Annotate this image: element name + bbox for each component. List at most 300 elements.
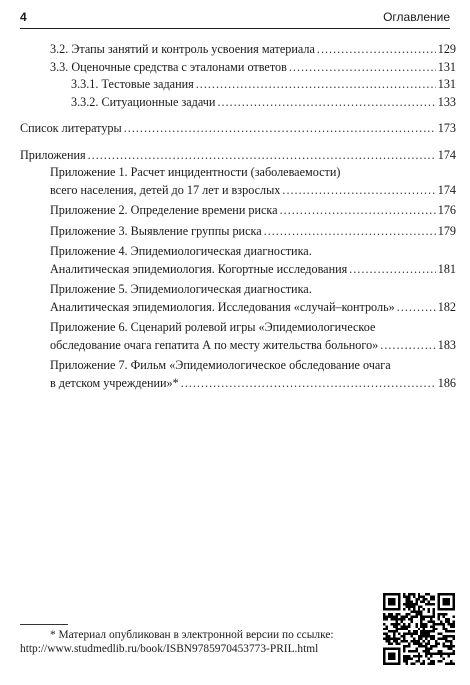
qr-module: [408, 643, 410, 645]
qr-module: [400, 640, 402, 642]
qr-module: [448, 640, 450, 642]
qr-module: [420, 635, 422, 637]
qr-module: [410, 635, 412, 637]
qr-module: [445, 663, 447, 665]
qr-module: [405, 625, 407, 627]
toc-entry[interactable]: [20, 76, 456, 94]
qr-module: [418, 613, 420, 615]
qr-module: [408, 618, 410, 620]
qr-module: [430, 618, 432, 620]
qr-module: [420, 613, 422, 615]
qr-module: [435, 645, 437, 647]
qr-module: [443, 593, 445, 595]
qr-module: [408, 658, 410, 660]
toc-title-first-line: Приложение 6. Сценарий ролевой игры «Эпидемиологическое: [50, 320, 376, 334]
qr-module: [433, 660, 435, 662]
qr-module: [420, 615, 422, 617]
qr-module: [410, 650, 412, 652]
qr-module: [453, 645, 455, 647]
qr-module: [438, 638, 440, 640]
qr-module: [395, 615, 397, 617]
qr-module: [390, 618, 392, 620]
qr-module: [388, 640, 390, 642]
qr-module: [420, 633, 422, 635]
qr-module: [398, 658, 400, 660]
qr-module: [408, 595, 410, 597]
qr-module: [450, 635, 452, 637]
qr-module: [395, 648, 397, 650]
qr-module: [428, 603, 430, 605]
qr-module: [445, 628, 447, 630]
toc-title: Приложения: [20, 147, 86, 162]
qr-module: [440, 593, 442, 595]
qr-module: [413, 650, 415, 652]
qr-module: [443, 613, 445, 615]
footnote-link[interactable]: http://www.studmedlib.ru/book/ISBN9785970453773-PRIL.html: [20, 643, 319, 655]
qr-module: [438, 603, 440, 605]
qr-module: [433, 628, 435, 630]
qr-module: [413, 633, 415, 635]
qr-module: [425, 593, 427, 595]
qr-module: [425, 653, 427, 655]
qr-module: [438, 598, 440, 600]
qr-module: [398, 638, 400, 640]
qr-module: [383, 650, 385, 652]
qr-module: [415, 655, 417, 657]
qr-module: [443, 643, 445, 645]
qr-module: [428, 630, 430, 632]
qr-module: [428, 608, 430, 610]
qr-module: [453, 623, 455, 625]
qr-module: [450, 608, 452, 610]
qr-module: [408, 603, 410, 605]
qr-module: [413, 655, 415, 657]
toc-page: 182: [437, 299, 456, 314]
qr-module: [400, 620, 402, 622]
qr-module: [410, 618, 412, 620]
qr-module: [423, 618, 425, 620]
qr-module: [413, 615, 415, 617]
qr-module: [385, 608, 387, 610]
qr-module: [400, 635, 402, 637]
qr-module: [385, 640, 387, 642]
qr-module: [388, 643, 390, 645]
qr-module: [430, 648, 432, 650]
qr-module: [433, 595, 435, 597]
qr-module: [403, 595, 405, 597]
qr-module: [425, 645, 427, 647]
qr-module: [433, 645, 435, 647]
qr-module: [443, 625, 445, 627]
qr-module: [433, 653, 435, 655]
qr-module: [393, 630, 395, 632]
qr-module: [413, 593, 415, 595]
qr-module: [453, 603, 455, 605]
qr-module: [403, 640, 405, 642]
qr-module: [440, 623, 442, 625]
qr-module: [410, 658, 412, 660]
qr-module: [443, 638, 445, 640]
toc-entry[interactable]: [20, 243, 456, 278]
qr-module: [393, 655, 395, 657]
qr-module: [420, 605, 422, 607]
leader-dots: [124, 120, 436, 138]
qr-module: [453, 635, 455, 637]
qr-module: [398, 655, 400, 657]
qr-module: [405, 613, 407, 615]
qr-module: [423, 628, 425, 630]
qr-module: [415, 625, 417, 627]
qr-module: [408, 625, 410, 627]
leader-dots: [196, 76, 436, 94]
qr-module: [413, 663, 415, 665]
qr-module: [390, 643, 392, 645]
qr-module: [438, 623, 440, 625]
qr-module: [385, 628, 387, 630]
qr-module: [435, 623, 437, 625]
qr-module: [383, 658, 385, 660]
qr-module: [388, 630, 390, 632]
toc-title: 3.3.1. Тестовые задания: [71, 77, 194, 91]
qr-module: [443, 600, 445, 602]
qr-module: [388, 638, 390, 640]
toc-title-first-line: Приложение 4. Эпидемиологическая диагностика.: [50, 244, 312, 258]
footnote-text: * Материал опубликован в электронной версии по ссылке:: [50, 629, 334, 641]
qr-module: [408, 605, 410, 607]
qr-module: [445, 630, 447, 632]
qr-module: [395, 628, 397, 630]
qr-module: [388, 603, 390, 605]
qr-module: [425, 625, 427, 627]
qr-module: [430, 645, 432, 647]
qr-module: [428, 640, 430, 642]
qr-module: [428, 620, 430, 622]
qr-module: [405, 628, 407, 630]
qr-module: [420, 663, 422, 665]
qr-module: [450, 623, 452, 625]
qr-module: [415, 633, 417, 635]
qr-module: [393, 603, 395, 605]
qr-module: [445, 618, 447, 620]
qr-module: [410, 603, 412, 605]
qr-module: [433, 663, 435, 665]
toc-page: 131: [437, 77, 456, 91]
qr-module: [433, 620, 435, 622]
toc-title-first-line: Приложение 7. Фильм «Эпидемиологическое обследование очага: [50, 358, 391, 372]
qr-module: [393, 600, 395, 602]
qr-module: [428, 610, 430, 612]
qr-module: [383, 603, 385, 605]
qr-module: [448, 608, 450, 610]
qr-module: [415, 640, 417, 642]
qr-module: [398, 613, 400, 615]
qr-module: [438, 618, 440, 620]
toc-title: 3.3. Оценочные средства с эталонами ответов: [50, 59, 287, 74]
leader-dots: [88, 147, 436, 165]
qr-module: [430, 595, 432, 597]
qr-module: [423, 640, 425, 642]
qr-module: [423, 645, 425, 647]
qr-module: [440, 613, 442, 615]
qr-module: [403, 638, 405, 640]
qr-module: [438, 608, 440, 610]
qr-module: [445, 600, 447, 602]
qr-module: [438, 595, 440, 597]
qr-module: [413, 603, 415, 605]
qr-module: [445, 608, 447, 610]
qr-module: [415, 600, 417, 602]
qr-module: [398, 608, 400, 610]
qr-module: [383, 638, 385, 640]
qr-module: [393, 608, 395, 610]
qr-module: [430, 615, 432, 617]
qr-module: [420, 638, 422, 640]
qr-module: [390, 600, 392, 602]
toc-title: в детском учреждении»*: [50, 375, 179, 390]
qr-module: [405, 660, 407, 662]
toc-title: Аналитическая эпидемиология. Когортные исследования: [50, 261, 348, 276]
qr-module: [453, 600, 455, 602]
qr-module: [433, 638, 435, 640]
qr-module: [430, 603, 432, 605]
qr-module: [383, 600, 385, 602]
qr-module: [385, 615, 387, 617]
qr-module: [425, 638, 427, 640]
toc-title: 3.3.2. Ситуационные задачи: [71, 94, 216, 109]
qr-module: [450, 648, 452, 650]
toc-entry[interactable]: [20, 319, 456, 354]
qr-module: [408, 600, 410, 602]
qr-module: [415, 643, 417, 645]
qr-module: [420, 620, 422, 622]
qr-module: [415, 650, 417, 652]
toc-entry[interactable]: [20, 120, 456, 138]
toc-entry[interactable]: [20, 59, 456, 77]
qr-module: [433, 630, 435, 632]
qr-module: [453, 650, 455, 652]
qr-module: [425, 603, 427, 605]
toc-entry[interactable]: [20, 164, 456, 199]
qr-module: [398, 600, 400, 602]
qr-module: [453, 625, 455, 627]
qr-module: [423, 600, 425, 602]
toc-entry[interactable]: [20, 357, 456, 392]
qr-module: [385, 633, 387, 635]
qr-module: [423, 663, 425, 665]
qr-module: [395, 613, 397, 615]
toc-title: Приложение 2. Определение времени риска: [50, 203, 278, 217]
qr-module: [388, 593, 390, 595]
qr-module: [403, 655, 405, 657]
qr-module: [398, 598, 400, 600]
qr-module: [445, 613, 447, 615]
qr-module: [400, 615, 402, 617]
leader-dots: [217, 94, 435, 112]
qr-module: [398, 648, 400, 650]
qr-module: [433, 635, 435, 637]
qr-module: [445, 598, 447, 600]
qr-module: [403, 645, 405, 647]
qr-module: [408, 598, 410, 600]
toc-title: всего населения, детей до 17 лет и взрослых: [50, 182, 281, 197]
qr-module: [438, 613, 440, 615]
qr-module: [430, 663, 432, 665]
qr-module: [403, 658, 405, 660]
qr-module: [433, 598, 435, 600]
qr-module: [405, 600, 407, 602]
leader-dots: [280, 202, 436, 220]
qr-module: [450, 643, 452, 645]
qr-module: [388, 648, 390, 650]
qr-module: [395, 625, 397, 627]
qr-module: [440, 653, 442, 655]
qr-module: [445, 593, 447, 595]
qr-module: [425, 643, 427, 645]
qr-code-icon[interactable]: [383, 593, 455, 665]
qr-module: [415, 630, 417, 632]
leader-dots: [380, 337, 435, 355]
qr-module: [410, 620, 412, 622]
qr-module: [445, 635, 447, 637]
qr-module: [435, 640, 437, 642]
toc-entry[interactable]: [20, 202, 456, 220]
qr-module: [400, 618, 402, 620]
qr-module: [435, 643, 437, 645]
qr-module: [390, 663, 392, 665]
qr-module: [418, 645, 420, 647]
qr-module: [393, 658, 395, 660]
qr-module: [390, 630, 392, 632]
qr-module: [450, 663, 452, 665]
qr-module: [418, 610, 420, 612]
qr-module: [413, 595, 415, 597]
page-number: 4: [20, 10, 27, 24]
qr-module: [413, 605, 415, 607]
qr-module: [405, 615, 407, 617]
qr-module: [448, 635, 450, 637]
qr-module: [448, 618, 450, 620]
qr-module: [408, 608, 410, 610]
qr-module: [410, 610, 412, 612]
qr-module: [383, 655, 385, 657]
qr-module: [395, 608, 397, 610]
leader-dots: [181, 375, 436, 393]
qr-module: [443, 615, 445, 617]
qr-module: [405, 655, 407, 657]
qr-module: [398, 593, 400, 595]
qr-module: [390, 615, 392, 617]
qr-module: [413, 608, 415, 610]
qr-module: [443, 598, 445, 600]
qr-module: [403, 660, 405, 662]
qr-module: [393, 615, 395, 617]
qr-module: [403, 615, 405, 617]
qr-module: [415, 623, 417, 625]
qr-module: [438, 600, 440, 602]
qr-module: [393, 653, 395, 655]
qr-module: [425, 623, 427, 625]
qr-module: [410, 593, 412, 595]
qr-module: [450, 660, 452, 662]
qr-module: [428, 593, 430, 595]
qr-module: [450, 630, 452, 632]
qr-module: [403, 633, 405, 635]
qr-module: [418, 653, 420, 655]
qr-module: [393, 633, 395, 635]
qr-module: [398, 628, 400, 630]
qr-module: [405, 603, 407, 605]
toc-page: 179: [437, 223, 456, 238]
toc-title: 3.2. Этапы занятий и контроль усвоения материала: [50, 42, 315, 56]
qr-module: [408, 645, 410, 647]
qr-module: [388, 608, 390, 610]
qr-module: [425, 650, 427, 652]
qr-module: [398, 660, 400, 662]
toc-entry[interactable]: [20, 281, 456, 316]
qr-module: [448, 600, 450, 602]
qr-module: [398, 633, 400, 635]
toc-page: 129: [437, 42, 456, 56]
qr-module: [448, 603, 450, 605]
qr-module: [433, 625, 435, 627]
qr-module: [425, 635, 427, 637]
qr-module: [438, 615, 440, 617]
qr-module: [395, 593, 397, 595]
qr-module: [383, 618, 385, 620]
qr-module: [398, 663, 400, 665]
qr-module: [423, 608, 425, 610]
qr-module: [415, 648, 417, 650]
qr-module: [398, 650, 400, 652]
toc-entry[interactable]: [20, 223, 456, 241]
qr-module: [418, 655, 420, 657]
qr-module: [408, 623, 410, 625]
qr-module: [405, 663, 407, 665]
qr-module: [385, 593, 387, 595]
qr-module: [453, 605, 455, 607]
qr-module: [393, 625, 395, 627]
qr-module: [395, 630, 397, 632]
toc-title-first-line: Приложение 5. Эпидемиологическая диагностика.: [50, 282, 312, 296]
qr-module: [383, 608, 385, 610]
qr-module: [383, 648, 385, 650]
qr-module: [418, 643, 420, 645]
qr-module: [453, 608, 455, 610]
qr-module: [428, 633, 430, 635]
qr-module: [398, 623, 400, 625]
qr-module: [398, 605, 400, 607]
qr-module: [433, 615, 435, 617]
qr-module: [390, 608, 392, 610]
toc-title: Список литературы: [20, 121, 122, 135]
qr-module: [383, 598, 385, 600]
qr-module: [428, 643, 430, 645]
toc-entry[interactable]: [20, 41, 456, 59]
qr-module: [390, 653, 392, 655]
toc-entry[interactable]: [20, 147, 456, 165]
qr-module: [423, 625, 425, 627]
qr-module: [443, 623, 445, 625]
toc-entry[interactable]: [20, 94, 456, 112]
qr-module: [408, 633, 410, 635]
qr-module: [393, 635, 395, 637]
toc-title: обследование очага гепатита А по месту жительства больного»: [50, 337, 379, 352]
qr-module: [393, 638, 395, 640]
qr-module: [428, 648, 430, 650]
qr-module: [428, 650, 430, 652]
qr-module: [383, 615, 385, 617]
qr-module: [448, 655, 450, 657]
